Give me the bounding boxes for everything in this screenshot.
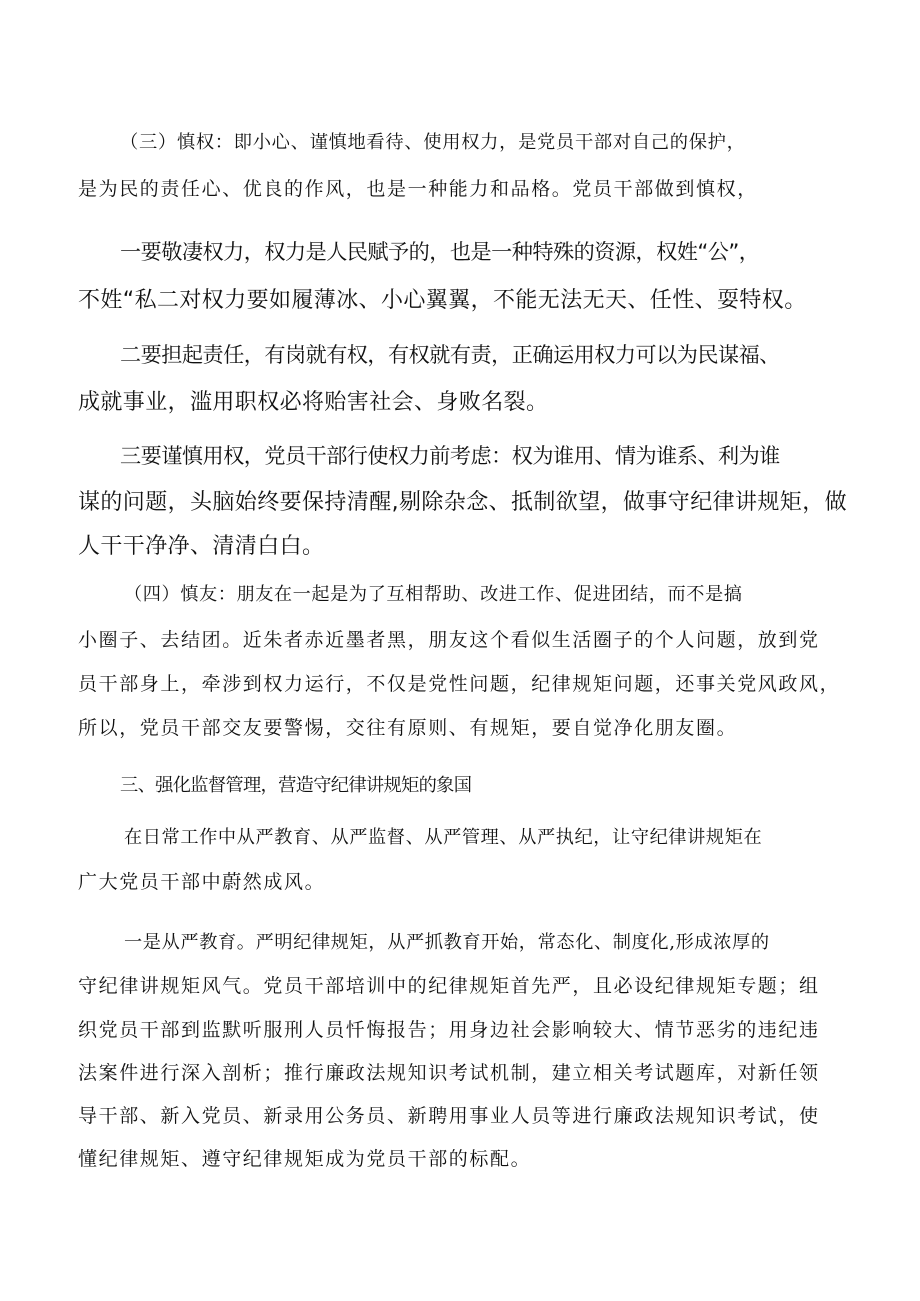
paragraph-shenyou-line-1: （四）慎友：朋友在一起是为了互相帮助、改进工作、促进团结，而不是搞 [124, 584, 743, 605]
paragraph-yishi-line-4: 法案件进行深入剖析；推行廉政法规知识考试机制，建立相关考试题库，对新任领 [78, 1062, 820, 1084]
paragraph-yishi-line-6: 懂纪律规矩、遵守纪律规矩成为党员干部的标配。 [78, 1148, 532, 1170]
paragraph-shenquan-line-2: 是为民的责任心、优良的作风，也是一种能力和品格。党员干部做到慎权， [78, 178, 758, 200]
paragraph-yishi-line-5: 导干部、新入党员、新录用公务员、新聘用事业人员等进行廉政法规知识考试，使 [78, 1105, 820, 1127]
paragraph-sanyao-line-2: 谋的问题，头脑始终要保持清醒,剔除杂念、抵制欲望，做事守纪律讲规矩，做 [78, 490, 847, 515]
section-heading: 三、强化监督管理，营造守纪律讲规矩的象国 [120, 775, 472, 796]
paragraph-shenyou-line-2: 小圈子、去结团。近朱者赤近墨者黑，朋友这个看似生活圈子的个人问题，放到党 [78, 629, 820, 651]
paragraph-shenquan-line-1: （三）慎权：即小心、谨慎地看待、使用权力，是党员干部对自己的保护， [120, 132, 746, 153]
paragraph-yishi-line-2: 守纪律讲规矩风气。党员干部培训中的纪律规矩首先严，且必设纪律规矩专题；组 [78, 975, 820, 997]
paragraph-eryao-line-2: 成就事业，滥用职权必将贻害社会、身败名裂。 [78, 390, 549, 415]
paragraph-sanyao-line-1: 三要谨慎用权，党员干部行使权力前考虑：权为谁用、情为谁系、利为谁 [120, 443, 780, 468]
paragraph-shenyou-line-3: 员干部身上，牵涉到权力运行，不仅是党性问题，纪律规矩问题，还事关党风政风， [78, 673, 841, 695]
paragraph-shenyou-line-4: 所以，党员干部交友要警惕，交往有原则、有规矩，要自觉净化朋友圈。 [78, 717, 738, 739]
paragraph-eryao-line-1: 二要担起责任，有岗就有权，有权就有责，正确运用权力可以为民谋福、 [120, 342, 780, 367]
paragraph-richang-line-2: 广大党员干部中蔚然成风。 [78, 871, 326, 893]
paragraph-sanyao-line-3: 人干干净净、清清白白。 [78, 534, 325, 559]
paragraph-yishi-line-3: 织党员干部到监默听服刑人员忏悔报告；用身边社会影响较大、情节恶劣的违纪违 [78, 1019, 820, 1041]
paragraph-richang-line-1: 在日常工作中从严教育、从严监督、从严管理、从严执纪，让守纪律讲规矩在 [124, 827, 763, 848]
paragraph-yiyao-line-2: 不姓“私二对权力要如履薄冰、小心翼翼，不能无法无天、任性、耍特权。 [78, 288, 807, 313]
paragraph-yiyao-line-1: 一要敬凄权力，权力是人民赋予的，也是一种特殊的资源，权姓“公”， [120, 239, 760, 264]
paragraph-yishi-line-1: 一是从严教育。严明纪律规矩，从严抓教育开始，常态化、制度化,形成浓厚的 [124, 932, 770, 953]
